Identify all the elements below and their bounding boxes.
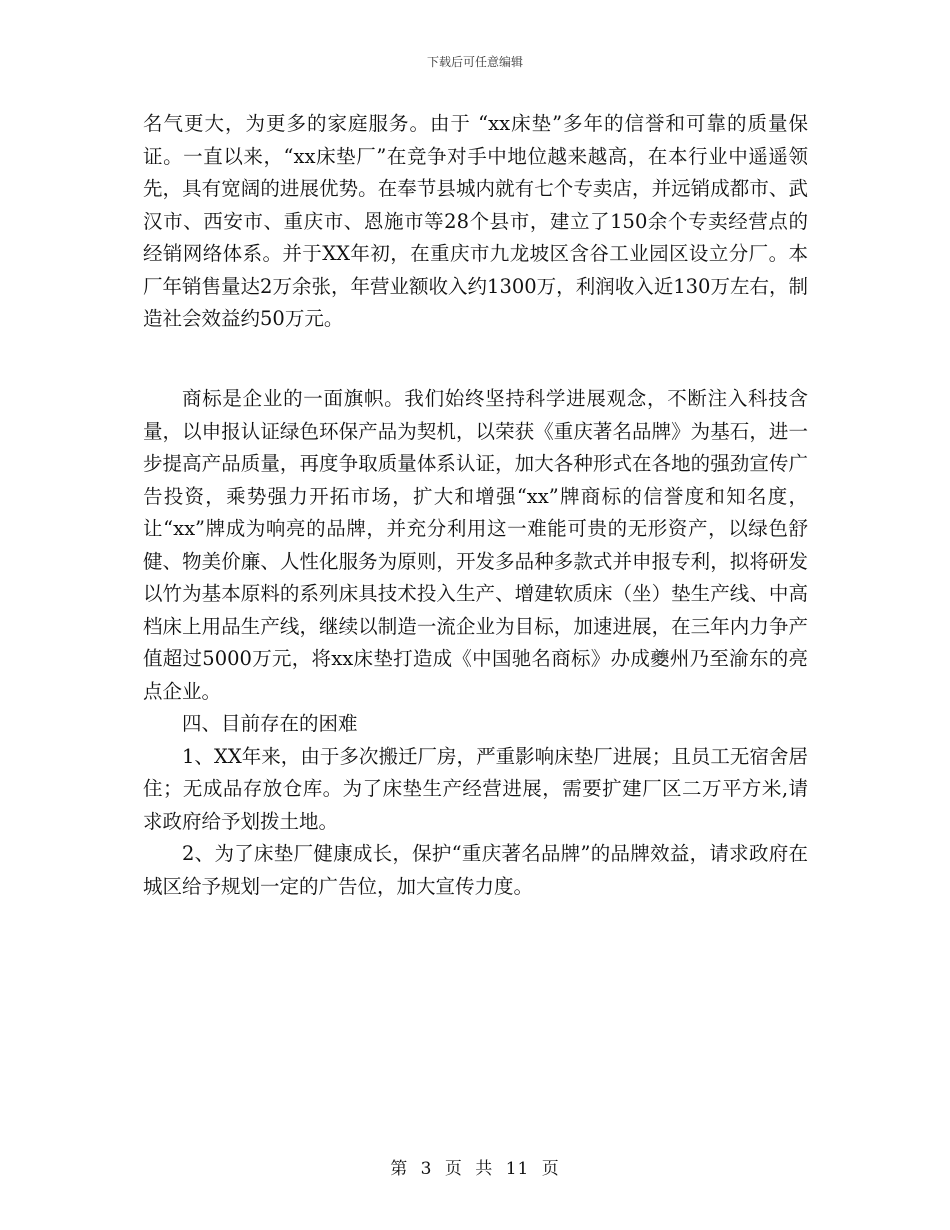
- paragraph-difficulty-2: 2、为了床垫厂健康成长，保护“重庆著名品牌”的品牌效益，请求政府在城区给予规划一定的广告位，加大宣传力度。: [143, 842, 808, 898]
- paragraph-difficulty-1: 1、XX年来，由于多次搬迁厂房，严重影响床垫厂进展；且员工无宿舍居住；无成品存放仓库。为了床垫生产经营进展，需要扩建厂区二万平方米,请求政府给予划拨土地。: [143, 744, 808, 833]
- text-block-main: [143, 383, 808, 903]
- paragraph-trademark: 商标是企业的一面旗帜。我们始终坚持科学进展观念，不断注入科技含量，以申报认证绿色环保产品为契机，以荣获《重庆著名品牌》为基石，进一步提高产品质量，再度争取质量体系认证，加大各种形式在各地的强劲宣传广告投资，乘势强力开拓市场，扩大和增强“xx”牌商标的信誉度和知名度，让“xx”牌成为响亮的品牌，并充分利用这一难能可贵的无形资产，以绿色舒健、物美价廉、人性化服务为原则，开发多品种多款式并申报专利，拟将研发以竹为基本原料的系列床具技术投入生产、增建软质床（坐）垫生产线、中高档床上用品生产线，继续以制造一流企业为目标，加速进展，在三年内力争产值超过5000万元，将xx床垫打造成《中国驰名商标》办成夔州乃至渝东的亮点企业。: [143, 387, 808, 703]
- section-heading-difficulties: 四、目前存在的困难: [182, 712, 358, 735]
- text-block-top: [143, 108, 808, 336]
- paragraph-continuation: 名气更大，为更多的家庭服务。由于 “xx床垫”多年的信誉和可靠的质量保证。一直以来，“xx床垫厂”在竞争对手中地位越来越高，在本行业中遥遥领先，具有宽阔的进展优势。在奉节县城内就有七个专卖店，并远销成都市、武汉市、西安市、重庆市、恩施市等28个县市，建立了150余个专卖经营点的经销网络体系。并于XX年初，在重庆市九龙坡区含谷工业园区设立分厂。本厂年销售量达2万余张，年营业额收入约1300万，利润收入近130万左右，制造社会效益约50万元。: [143, 112, 808, 330]
- page-footer: 第 3 页 共 11 页: [390, 1159, 560, 1179]
- page-header: 下载后可任意编辑: [426, 55, 523, 69]
